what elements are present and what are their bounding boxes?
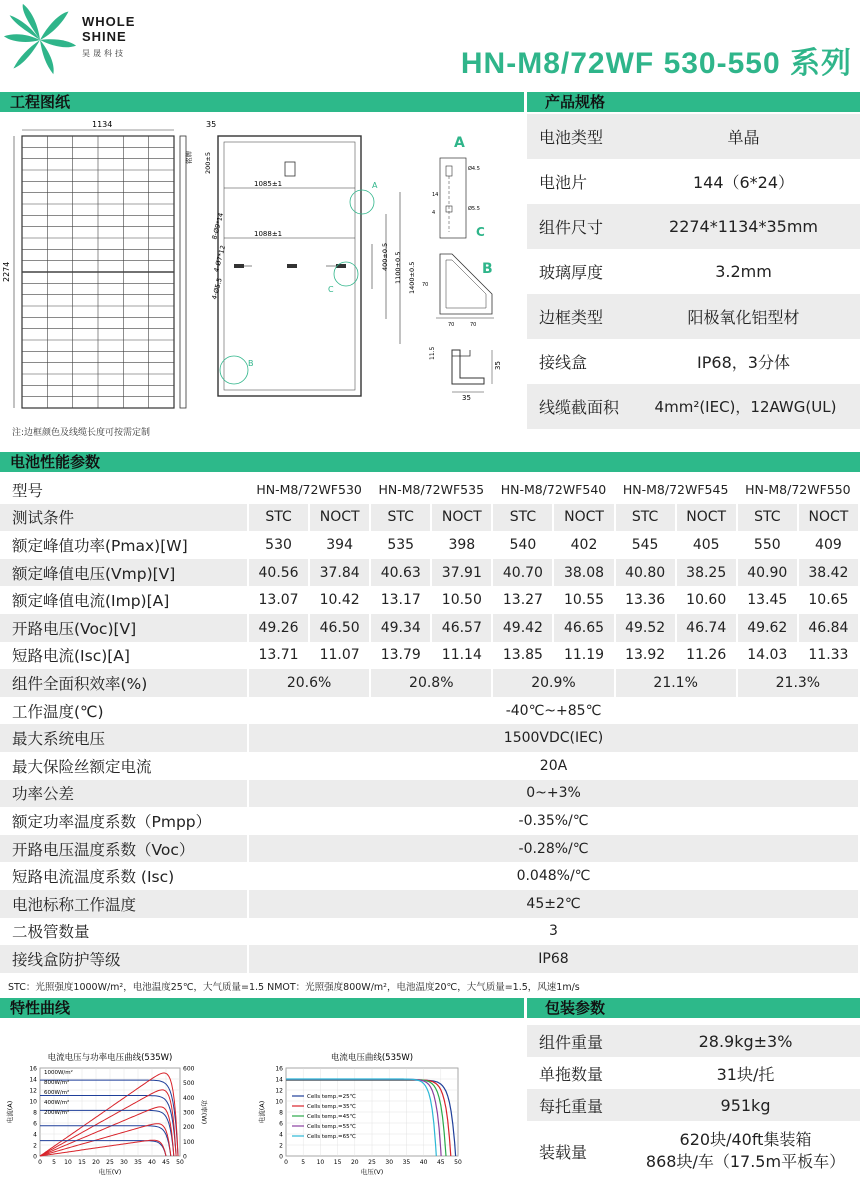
perf-cell: STC	[248, 504, 309, 532]
y2-tick-label: 200	[183, 1124, 195, 1132]
detail-a-dim-2: Ø4.5	[468, 166, 480, 172]
profile-width: 35	[462, 394, 471, 402]
perf-cell: HN-M8/72WF545	[615, 476, 737, 504]
chart-title: 电流电压曲线(535W)	[330, 1053, 414, 1063]
perf-row	[0, 724, 859, 752]
spec-row	[527, 204, 860, 249]
y2-tick-label: 600	[183, 1065, 195, 1073]
perf-cell: 11.07	[309, 642, 370, 670]
perf-key: 组件全面积效率(%)	[0, 669, 248, 697]
perf-cell: STC	[737, 504, 798, 532]
legend-label: Cells temp.=25℃	[307, 1094, 356, 1100]
detail-a-title: A	[454, 135, 465, 151]
perf-cell: 530	[248, 531, 309, 559]
perf-cell: 10.65	[798, 586, 859, 614]
dim-width-label: 1134	[92, 120, 113, 129]
perf-row	[0, 614, 859, 642]
perf-cell: NOCT	[309, 504, 370, 532]
perf-key: 最大系统电压	[0, 724, 248, 752]
perf-cell: 11.26	[676, 642, 737, 670]
perf-cell: 49.42	[492, 614, 553, 642]
y-tick-label: 0	[279, 1153, 283, 1161]
y-tick-label: 6	[279, 1120, 283, 1128]
x-tick-label: 35	[134, 1159, 142, 1166]
perf-cell: -40℃~+85℃	[248, 697, 859, 725]
engineering-drawing	[0, 114, 525, 444]
x-tick-label: 40	[148, 1159, 156, 1166]
test-conditions-note: STC：光照强度1000W/m²，电池温度25℃，大气质量=1.5 NMOT：光照强度800W/m²，电池温度20℃，大气质量=1.5，风速1m/s	[8, 982, 580, 993]
perf-row	[0, 504, 859, 532]
perf-cell: 20A	[248, 752, 859, 780]
dim-200: 200±5	[204, 152, 212, 174]
perf-key: 开路电压温度系数（Voc）	[0, 835, 248, 863]
hole-label-3: 4-Ø5.5	[210, 277, 224, 301]
y-tick-label: 12	[29, 1087, 37, 1095]
perf-cell: 40.90	[737, 559, 798, 587]
detail-c-title: C	[476, 225, 485, 239]
perf-key: 额定峰值功率(Pmax)[W]	[0, 531, 248, 559]
detail-c-marker: C	[328, 285, 334, 294]
spec-value: 144（6*24）	[692, 173, 795, 192]
perf-cell: HN-M8/72WF550	[737, 476, 859, 504]
header	[0, 0, 860, 88]
perf-row	[0, 780, 859, 808]
pack-key: 组件重量	[539, 1032, 604, 1052]
perf-cell: 40.80	[615, 559, 676, 587]
perf-cell: 405	[676, 531, 737, 559]
y-tick-label: 4	[33, 1131, 37, 1139]
spec-key: 线缆截面积	[539, 398, 620, 417]
perf-cell: 11.33	[798, 642, 859, 670]
perf-row	[0, 945, 859, 973]
spec-value: 阳极氧化铝型材	[687, 308, 800, 327]
perf-cell: STC	[370, 504, 431, 532]
perf-key: 工作温度(℃)	[0, 697, 248, 725]
pack-key: 每托重量	[539, 1096, 604, 1116]
x-tick-label: 10	[64, 1159, 72, 1166]
y-tick-label: 8	[279, 1109, 283, 1117]
section-drawing: 工程图纸	[0, 92, 524, 112]
pack-value	[631, 1129, 860, 1173]
x-tick-label: 35	[402, 1159, 411, 1166]
perf-cell: 409	[798, 531, 859, 559]
perf-cell: 40.70	[492, 559, 553, 587]
detail-b-dim-1: 70	[448, 322, 455, 328]
perf-cell: 38.42	[798, 559, 859, 587]
perf-cell: 38.08	[553, 559, 614, 587]
x-tick-label: 20	[350, 1159, 359, 1166]
perf-cell: NOCT	[431, 504, 492, 532]
perf-cell: 37.84	[309, 559, 370, 587]
spec-row	[527, 384, 860, 429]
perf-cell: 45±2℃	[248, 890, 859, 918]
detail-a-dim-3: Ø5.5	[468, 206, 480, 212]
perf-cell: 550	[737, 531, 798, 559]
perf-cell: 20.8%	[370, 669, 492, 697]
y2-tick-label: 0	[183, 1153, 187, 1161]
perf-key: 最大保险丝额定电流	[0, 752, 248, 780]
label-box-text: 铭牌	[185, 151, 193, 164]
perf-key: 电池标称工作温度	[0, 890, 248, 918]
perf-cell: 11.19	[553, 642, 614, 670]
perf-cell: NOCT	[676, 504, 737, 532]
x-tick-label: 0	[284, 1159, 288, 1166]
x-tick-label: 40	[419, 1159, 428, 1166]
brand	[82, 14, 135, 59]
x-tick-label: 5	[301, 1159, 306, 1166]
y-axis-label: 电流(A)	[258, 1100, 266, 1124]
chart-title: 电流电压与功率电压曲线(535W)	[47, 1053, 173, 1063]
perf-cell: 11.14	[431, 642, 492, 670]
y2-axis-label: 功率(W)	[200, 1099, 208, 1125]
perf-cell: IP68	[248, 945, 859, 973]
legend-label: Cells temp.=45℃	[307, 1114, 356, 1120]
y-tick-label: 10	[275, 1098, 283, 1106]
x-tick-label: 45	[436, 1159, 445, 1166]
profile-lip: 11.5	[429, 346, 436, 360]
perf-cell: -0.35%/℃	[248, 807, 859, 835]
spec-value: 3.2mm	[715, 262, 772, 281]
perf-cell: 49.26	[248, 614, 309, 642]
x-tick-label: 15	[78, 1159, 86, 1166]
x-tick-label: 50	[454, 1159, 462, 1166]
perf-key: 功率公差	[0, 780, 248, 808]
perf-row	[0, 669, 859, 697]
perf-cell: HN-M8/72WF530	[248, 476, 370, 504]
perf-cell: 40.56	[248, 559, 309, 587]
spec-row	[527, 159, 860, 204]
perf-cell: 14.03	[737, 642, 798, 670]
drawing-svg	[0, 114, 525, 444]
perf-key: 测试条件	[0, 504, 248, 532]
x-axis-label: 电压(V)	[360, 1168, 384, 1176]
legend-label: Cells temp.=65℃	[307, 1134, 356, 1140]
y2-tick-label: 300	[183, 1109, 195, 1117]
spec-row	[527, 249, 860, 294]
dim-frame-label: 35	[206, 120, 217, 129]
dim-1085: 1085±1	[254, 180, 283, 188]
perf-cell: 10.50	[431, 586, 492, 614]
y-tick-label: 6	[33, 1120, 37, 1128]
perf-cell: 13.71	[248, 642, 309, 670]
perf-cell: 13.36	[615, 586, 676, 614]
section-spec: 产品规格	[527, 92, 860, 112]
perf-cell: 13.85	[492, 642, 553, 670]
perf-cell: 13.17	[370, 586, 431, 614]
spec-value: 4mm²(IEC)，12AWG(UL)	[654, 398, 837, 416]
spec-row	[527, 294, 860, 339]
drawing-note: 注:边框颜色及线缆长度可按需定制	[12, 428, 151, 438]
spec-key: 电池类型	[539, 128, 604, 147]
pack-value-line: 951kg	[720, 1095, 771, 1115]
perf-cell: 46.65	[553, 614, 614, 642]
pack-row	[527, 1025, 860, 1057]
y-tick-label: 10	[29, 1098, 37, 1106]
perf-cell: 49.52	[615, 614, 676, 642]
pack-value	[631, 1096, 860, 1115]
series-current-line	[40, 1110, 174, 1156]
x-tick-label: 5	[52, 1159, 56, 1166]
perf-cell: 535	[370, 531, 431, 559]
y-tick-label: 12	[275, 1087, 283, 1095]
legend-label: 600W/m²	[44, 1090, 70, 1096]
y-axis-label: 电流(A)	[6, 1100, 14, 1124]
y-tick-label: 8	[33, 1109, 37, 1117]
perf-cell: NOCT	[798, 504, 859, 532]
perf-cell: STC	[615, 504, 676, 532]
legend-label: 200W/m²	[44, 1110, 70, 1116]
spec-value: IP68，3分体	[697, 353, 790, 372]
section-perf: 电池性能参数	[0, 452, 860, 472]
brand-line-1: WHOLE	[82, 14, 136, 29]
dim-1100: 1100±0.5	[394, 251, 402, 284]
x-tick-label: 20	[92, 1159, 100, 1166]
pack-value	[631, 1062, 860, 1085]
spec-key: 玻璃厚度	[539, 263, 604, 282]
perf-cell: 13.07	[248, 586, 309, 614]
perf-row	[0, 752, 859, 780]
perf-key: 额定功率温度系数（Pmpp）	[0, 807, 248, 835]
curve-chart-1	[6, 1050, 246, 1180]
pack-key: 装载量	[539, 1142, 588, 1162]
detail-a-dim-1: 14	[432, 192, 439, 198]
y-tick-label: 2	[279, 1142, 283, 1150]
x-tick-label: 30	[385, 1159, 394, 1166]
performance-table	[0, 476, 860, 973]
perf-cell: 20.6%	[248, 669, 370, 697]
perf-row	[0, 697, 859, 725]
x-tick-label: 25	[106, 1159, 114, 1166]
perf-cell: 46.57	[431, 614, 492, 642]
spec-row	[527, 114, 860, 159]
perf-key: 接线盒防护等级	[0, 945, 248, 973]
x-tick-label: 45	[162, 1159, 170, 1166]
iv-temp-chart	[258, 1050, 478, 1180]
pack-value-line-2: 868块/车（17.5m平板车）	[645, 1152, 846, 1171]
dim-1400: 1400±0.5	[408, 261, 416, 294]
dim-1088: 1088±1	[254, 230, 283, 238]
perf-cell: 1500VDC(IEC)	[248, 724, 859, 752]
pack-value-line: 31块/托	[716, 1064, 775, 1084]
perf-cell: 13.27	[492, 586, 553, 614]
section-curves: 特性曲线	[0, 998, 524, 1018]
detail-a-dim-4: 4	[432, 210, 436, 216]
spec-key: 边框类型	[539, 308, 604, 327]
perf-cell: 40.63	[370, 559, 431, 587]
dim-400: 400±0.5	[381, 242, 389, 271]
perf-row	[0, 642, 859, 670]
hole-label-1: 8-Ø9*14	[210, 211, 226, 241]
detail-a-marker: A	[372, 181, 378, 190]
iv-pv-chart	[6, 1050, 246, 1180]
perf-key: 开路电压(Voc)[V]	[0, 614, 248, 642]
pack-table	[527, 1025, 860, 1181]
perf-row	[0, 476, 859, 504]
pack-row	[527, 1089, 860, 1121]
perf-cell: 20.9%	[492, 669, 614, 697]
legend-label: Cells temp.=55℃	[307, 1124, 356, 1130]
perf-cell: 394	[309, 531, 370, 559]
detail-b-dim-2: 70	[470, 322, 477, 328]
perf-cell: 46.74	[676, 614, 737, 642]
perf-cell: HN-M8/72WF535	[370, 476, 492, 504]
perf-key: 型号	[0, 476, 248, 504]
perf-row	[0, 807, 859, 835]
perf-row	[0, 531, 859, 559]
section-pack: 包装参数	[527, 998, 860, 1018]
perf-row	[0, 835, 859, 863]
perf-cell: -0.28%/℃	[248, 835, 859, 863]
perf-cell: 49.34	[370, 614, 431, 642]
legend-label: 400W/m²	[44, 1100, 70, 1106]
perf-key: 额定峰值电压(Vmp)[V]	[0, 559, 248, 587]
spec-row	[527, 339, 860, 384]
perf-cell: 402	[553, 531, 614, 559]
perf-cell: 398	[431, 531, 492, 559]
perf-cell: HN-M8/72WF540	[492, 476, 614, 504]
spec-key: 接线盒	[539, 353, 588, 372]
pack-value-line: 620块/40ft集装箱	[679, 1130, 812, 1149]
perf-cell: 0~+3%	[248, 780, 859, 808]
perf-cell: 10.60	[676, 586, 737, 614]
perf-cell: 46.84	[798, 614, 859, 642]
pack-row	[527, 1057, 860, 1089]
page-title: HN-M8/72WF 530-550 系列	[460, 47, 852, 80]
detail-b-dim-3: 70	[422, 282, 429, 288]
perf-row	[0, 918, 859, 946]
perf-cell: STC	[492, 504, 553, 532]
perf-cell: 13.45	[737, 586, 798, 614]
pack-row	[527, 1121, 860, 1181]
y2-tick-label: 500	[183, 1080, 195, 1088]
perf-key: 额定峰值电流(Imp)[A]	[0, 586, 248, 614]
perf-cell: NOCT	[553, 504, 614, 532]
whole-shine-logo-icon	[2, 2, 78, 78]
detail-b-title: B	[482, 261, 493, 277]
pack-key: 单拖数量	[539, 1064, 604, 1084]
x-tick-label: 50	[176, 1159, 184, 1166]
y-tick-label: 4	[279, 1131, 283, 1139]
x-tick-label: 30	[120, 1159, 128, 1166]
spec-value: 单晶	[727, 128, 760, 147]
perf-cell: 21.1%	[615, 669, 737, 697]
perf-cell: 37.91	[431, 559, 492, 587]
perf-key: 二极管数量	[0, 918, 248, 946]
detail-b-marker: B	[248, 359, 254, 368]
spec-key: 电池片	[539, 173, 588, 192]
perf-cell: 38.25	[676, 559, 737, 587]
y-tick-label: 2	[33, 1142, 37, 1150]
y-tick-label: 0	[33, 1153, 37, 1161]
perf-cell: 13.92	[615, 642, 676, 670]
perf-cell: 46.50	[309, 614, 370, 642]
brand-cn-name: 昊晟科技	[82, 49, 126, 58]
x-axis-label: 电压(V)	[98, 1168, 122, 1176]
spec-table	[527, 114, 860, 429]
legend-label: 1000W/m²	[44, 1070, 73, 1076]
perf-key: 短路电流温度系数 (Isc)	[0, 862, 248, 890]
y2-tick-label: 400	[183, 1094, 195, 1102]
perf-cell: 10.42	[309, 586, 370, 614]
perf-cell: 21.3%	[737, 669, 859, 697]
spec-value: 2274*1134*35mm	[669, 217, 818, 236]
y-tick-label: 16	[275, 1065, 283, 1073]
y-tick-label: 16	[29, 1065, 37, 1073]
y-tick-label: 14	[275, 1076, 283, 1084]
perf-cell: 545	[615, 531, 676, 559]
spec-key: 组件尺寸	[539, 218, 604, 237]
perf-cell: 3	[248, 918, 859, 946]
profile-height: 35	[494, 361, 502, 370]
perf-cell: 10.55	[553, 586, 614, 614]
curve-chart-2	[258, 1050, 478, 1180]
hole-label-2: 4-Ø7*12	[212, 244, 228, 273]
y-tick-label: 14	[29, 1076, 37, 1084]
perf-cell: 540	[492, 531, 553, 559]
x-tick-label: 25	[368, 1159, 376, 1166]
pack-value	[631, 1032, 860, 1051]
perf-row	[0, 890, 859, 918]
y2-tick-label: 100	[183, 1138, 195, 1146]
legend-label: 800W/m²	[44, 1080, 70, 1086]
perf-row	[0, 559, 859, 587]
x-tick-label: 10	[316, 1159, 325, 1166]
perf-cell: 49.62	[737, 614, 798, 642]
dim-height-label: 2274	[2, 261, 11, 282]
x-tick-label: 0	[38, 1159, 42, 1166]
brand-line-2: SHINE	[82, 29, 127, 44]
perf-row	[0, 862, 859, 890]
pack-value-line: 28.9kg±3%	[698, 1031, 793, 1051]
x-tick-label: 15	[333, 1159, 342, 1166]
perf-cell: 13.79	[370, 642, 431, 670]
legend-label: Cells temp.=35℃	[307, 1104, 356, 1110]
perf-row	[0, 586, 859, 614]
perf-key: 短路电流(Isc)[A]	[0, 642, 248, 670]
perf-cell: 0.048%/℃	[248, 862, 859, 890]
